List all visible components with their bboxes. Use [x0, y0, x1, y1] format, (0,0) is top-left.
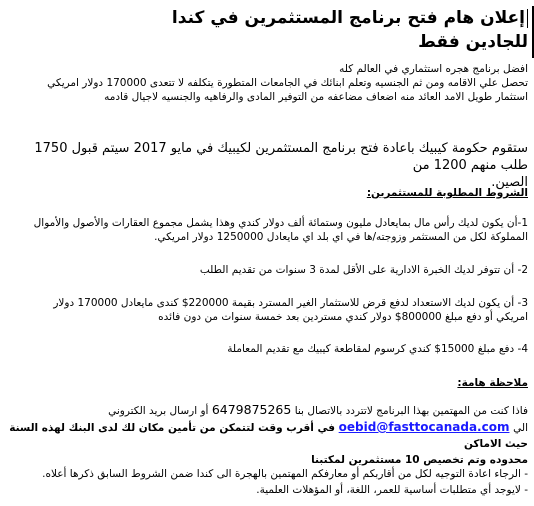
note-line-3: محدوده وتم تخصيص 10 مستثمرين لمكتبنا — [311, 454, 528, 466]
note-heading: ملاحظة هامة: — [457, 377, 528, 389]
bullet-item-2: - لايوجد أي متطلبات أساسية للعمر، اللغة، أو المؤهلات العلمية. — [256, 484, 528, 496]
condition-1-line-1: 1-أن يكون لديك رأس مال بمايعادل مليون وستمائة ألف دولار كندي وهذا يشمل مجموع العقارات والأصول والأموال — [33, 217, 528, 229]
note-line-1 — [6, 402, 528, 419]
condition-1-line-2: المملوكة لكل من المستثمر وزوجته/ها في اي بلد اي مايعادل 1250000 دولار امريكي. — [154, 231, 528, 243]
title-line-1 — [8, 6, 528, 30]
page-title — [8, 6, 528, 54]
announcement-line-1: ستقوم حكومة كيبيك باعادة فتح برنامج المستثمرين لكيبيك في مايو 2017 سيتم قبول 1750 طلب منهم 1200 من — [34, 141, 528, 173]
condition-1 — [6, 216, 528, 244]
note-text-1b: أو ارسال بريد الكتروني — [108, 405, 209, 417]
condition-3-line-2: امريكي أو دفع مبلغ 800000$ دولار كندي مستردين بعد خمسة سنوات من دون فائده — [158, 311, 528, 323]
caret-icon — [527, 9, 528, 28]
title-text-1: إعلان هام فتح برنامج المستثمرين في كندا — [171, 8, 525, 28]
condition-4 — [6, 342, 528, 356]
phone-number: 6479875265 — [211, 402, 292, 417]
note-paragraph — [6, 402, 528, 468]
condition-3 — [6, 296, 528, 324]
note-text-2a: الي — [513, 422, 528, 434]
condition-4-line-1: 4- دفع مبلغ 15000$ كندي كرسوم لمقاطعة كيبيك مع تقديم المعاملة — [227, 343, 528, 355]
condition-3-line-1: 3- أن يكون لديك الاستعداد لدفع قرض للاستثمار الغير المسترد بقيمة 220000$ كندى مايعادل 170000 دولار — [53, 297, 528, 309]
email-link[interactable]: oebid@fasttocanada.com — [338, 420, 510, 434]
condition-2-line-1: 2- أن تتوفر لديك الخبرة الادارية على الأقل لمدة 3 سنوات من تقديم الطلب — [199, 264, 528, 276]
note-line-2 — [6, 419, 528, 452]
intro-line-1: افضل برنامج هجره استثماري في العالم كله — [339, 63, 528, 75]
note-text-1: فاذا كنت من المهتمين بهذا البرنامج لاتتردد بالاتصال بنا — [294, 405, 528, 417]
note-text-2b: في أقرب وقت لتتمكن من تأمين مكان لك لدى البنك لهذه السنة حيث الاماكن — [9, 422, 528, 450]
intro-line-3: استثمار طويل الامد العائد منه اضعاف مضاعفه من التوفير المادى والرفاهيه والجنسيه لاجيال قادمه — [104, 91, 528, 103]
title-line-2: للجادين فقط — [418, 32, 528, 52]
intro-line-2: تحصل علي الاقامه ومن ثم الجنسيه وتعلم ابنائك في الجامعات المتطورة يتكلفه لا تتعدى 170000 دولار امريكي — [47, 77, 528, 89]
announcement-paragraph — [6, 140, 528, 191]
bullet-list — [6, 466, 528, 498]
conditions-heading: الشروط المطلوبة للمستثمرين: — [366, 187, 528, 199]
bullet-item-1: - الرجاء اعادة التوجيه لكل من أقاربكم أو معارفكم المهتمين بالهجرة الى كندا ضمن الشروط السابق ذكرها أعلاه. — [42, 468, 528, 480]
announcement-line-2: الصين. — [491, 175, 528, 190]
intro-paragraph — [6, 62, 528, 104]
condition-2 — [6, 263, 528, 277]
